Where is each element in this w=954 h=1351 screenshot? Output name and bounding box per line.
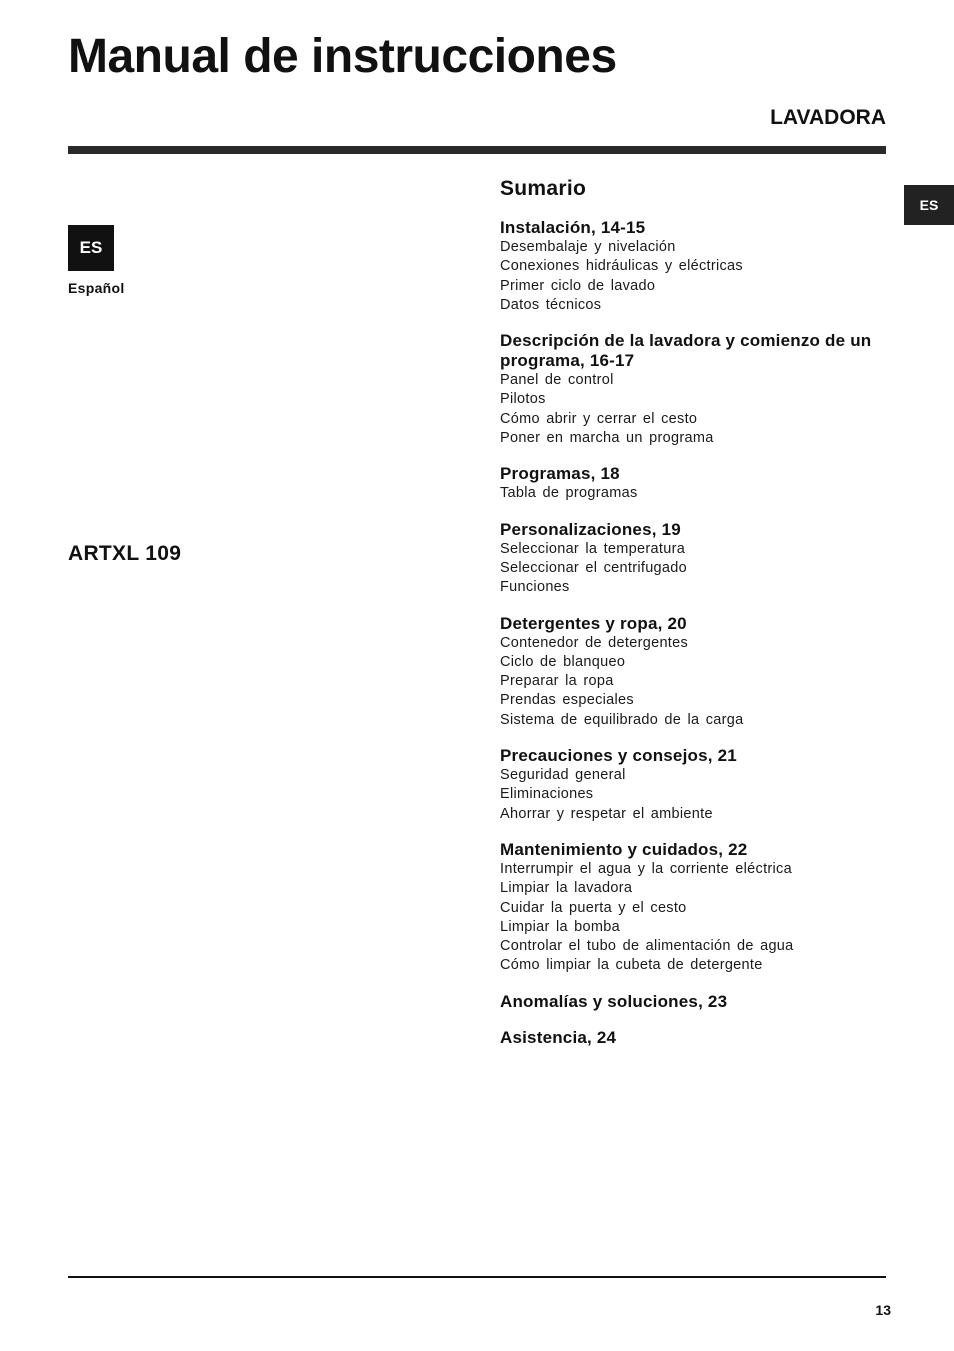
toc-item: Panel de control	[500, 372, 614, 389]
toc-section	[500, 464, 892, 503]
toc-section	[500, 218, 892, 315]
product-type: LAVADORA	[770, 106, 886, 129]
toc-section-heading: Instalación, 14-15	[500, 218, 646, 237]
toc-section-heading: Mantenimiento y cuidados, 22	[500, 839, 748, 859]
toc-section	[500, 614, 892, 730]
toc-title: Sumario	[500, 177, 587, 200]
toc-section-heading: Asistencia, 24	[500, 1027, 617, 1047]
toc-section-heading: Personalizaciones, 19	[500, 519, 681, 539]
toc-section	[500, 331, 892, 448]
toc-section-heading: Descripción de la lavadora y comienzo de un programa, 16-17	[500, 331, 872, 371]
toc-item: Poner en marcha un programa	[500, 430, 714, 447]
toc-section	[500, 1028, 892, 1048]
toc-item: Cuidar la puerta y el cesto	[500, 899, 687, 916]
toc-item: Seleccionar la temperatura	[500, 540, 686, 557]
toc-item: Conexiones hidráulicas y eléctricas	[500, 258, 743, 275]
toc-item: Funciones	[500, 579, 570, 596]
toc-item: Datos técnicos	[500, 296, 602, 313]
toc-item: Limpiar la bomba	[500, 918, 621, 935]
language-name: Español	[68, 280, 125, 296]
toc-item: Eliminaciones	[500, 786, 594, 803]
toc-section	[500, 746, 892, 824]
toc-item: Cómo abrir y cerrar el cesto	[500, 410, 698, 427]
toc-section-heading: Precauciones y consejos, 21	[500, 746, 737, 766]
toc-item: Sistema de equilibrado de la carga	[500, 711, 744, 728]
toc-item: Seguridad general	[500, 767, 626, 784]
toc-section	[500, 520, 892, 598]
toc-item: Pilotos	[500, 391, 546, 408]
toc-item: Seleccionar el centrifugado	[500, 559, 688, 576]
language-side-tab: ES	[904, 185, 954, 225]
toc-section-heading: Detergentes y ropa, 20	[500, 613, 687, 633]
toc-section-heading: Anomalías y soluciones, 23	[500, 991, 728, 1011]
toc-section-heading: Programas, 18	[500, 464, 620, 484]
toc-item: Ahorrar y respetar el ambiente	[500, 805, 713, 822]
toc-item: Desembalaje y nivelación	[500, 239, 676, 255]
table-of-contents	[500, 175, 892, 1064]
toc-item: Preparar la ropa	[500, 673, 614, 690]
toc-item: Prendas especiales	[500, 692, 634, 709]
language-badge: ES	[68, 225, 114, 271]
toc-item: Controlar el tubo de alimentación de agua	[500, 938, 794, 955]
toc-item: Interrumpir el agua y la corriente eléctrica	[500, 860, 792, 877]
toc-item: Primer ciclo de lavado	[500, 277, 656, 294]
toc-section	[500, 840, 892, 976]
toc-item: Cómo limpiar la cubeta de detergente	[500, 957, 763, 974]
page-number: 13	[875, 1302, 891, 1318]
toc-item: Ciclo de blanqueo	[500, 653, 626, 670]
toc-item: Tabla de programas	[500, 485, 638, 502]
header-divider	[68, 146, 886, 154]
model-name: ARTXL 109	[68, 542, 182, 565]
toc-item: Limpiar la lavadora	[500, 880, 633, 897]
footer-divider	[68, 1276, 886, 1278]
toc-sections	[500, 218, 892, 1048]
toc-section	[500, 992, 892, 1012]
toc-item: Contenedor de detergentes	[500, 634, 689, 651]
page-title: Manual de instrucciones	[68, 30, 617, 83]
